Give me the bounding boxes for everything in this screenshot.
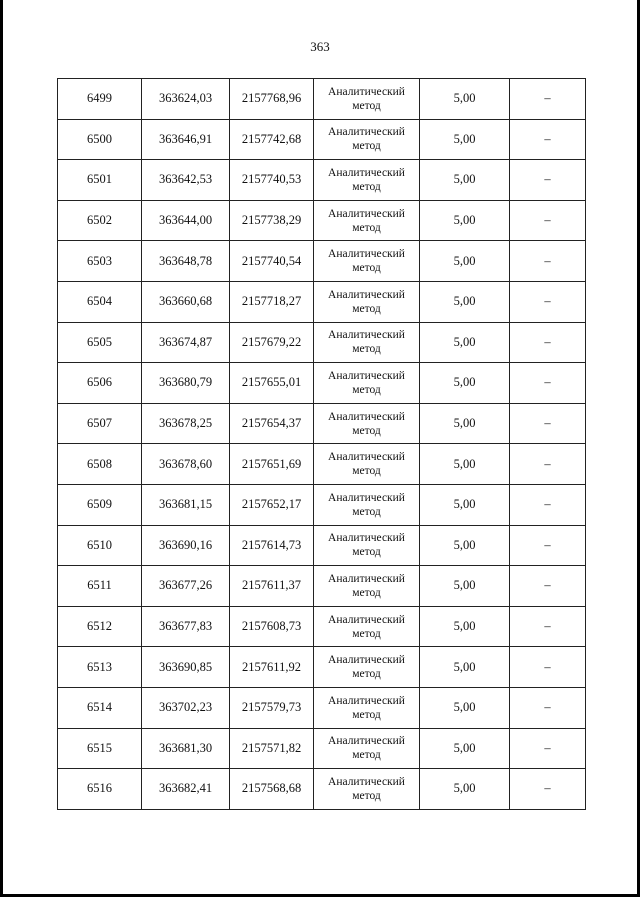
- y-coordinate-cell: 2157654,37: [230, 403, 314, 444]
- y-coordinate-cell: 2157655,01: [230, 363, 314, 404]
- note-cell: –: [510, 647, 586, 688]
- method-cell: [314, 79, 420, 120]
- x-coordinate-cell: 363690,85: [142, 647, 230, 688]
- method-text-line: Аналитический: [328, 329, 405, 342]
- method-cell: [314, 647, 420, 688]
- point-number-cell: 6503: [58, 241, 142, 282]
- point-number-cell: 6516: [58, 769, 142, 810]
- x-coordinate-cell: 363660,68: [142, 281, 230, 322]
- note-cell: –: [510, 525, 586, 566]
- note-cell: –: [510, 322, 586, 363]
- precision-cell: 5,00: [420, 606, 510, 647]
- x-coordinate-cell: 363681,30: [142, 728, 230, 769]
- method-text-line: метод: [352, 749, 381, 762]
- method-text-line: метод: [352, 627, 381, 640]
- precision-cell: 5,00: [420, 119, 510, 160]
- table-row: [58, 647, 586, 688]
- method-cell: [314, 728, 420, 769]
- method-text-line: метод: [352, 465, 381, 478]
- x-coordinate-cell: 363644,00: [142, 200, 230, 241]
- y-coordinate-cell: 2157652,17: [230, 484, 314, 525]
- point-number-cell: 6512: [58, 606, 142, 647]
- method-text-line: Аналитический: [328, 410, 405, 423]
- precision-cell: 5,00: [420, 484, 510, 525]
- method-text-line: Аналитический: [328, 654, 405, 667]
- x-coordinate-cell: 363677,26: [142, 566, 230, 607]
- y-coordinate-cell: 2157608,73: [230, 606, 314, 647]
- method-cell: [314, 444, 420, 485]
- method-text-line: метод: [352, 424, 381, 437]
- y-coordinate-cell: 2157571,82: [230, 728, 314, 769]
- method-cell: [314, 322, 420, 363]
- method-cell: [314, 566, 420, 607]
- y-coordinate-cell: 2157611,92: [230, 647, 314, 688]
- table-row: [58, 200, 586, 241]
- table-row: [58, 484, 586, 525]
- method-text-line: Аналитический: [328, 369, 405, 382]
- method-cell: [314, 363, 420, 404]
- point-number-cell: 6506: [58, 363, 142, 404]
- method-cell: [314, 160, 420, 201]
- note-cell: –: [510, 241, 586, 282]
- point-number-cell: 6513: [58, 647, 142, 688]
- method-text-line: Аналитический: [328, 775, 405, 788]
- note-cell: –: [510, 444, 586, 485]
- method-cell: [314, 606, 420, 647]
- y-coordinate-cell: 2157768,96: [230, 79, 314, 120]
- y-coordinate-cell: 2157740,54: [230, 241, 314, 282]
- table-row: [58, 687, 586, 728]
- method-cell: [314, 484, 420, 525]
- method-text-line: Аналитический: [328, 248, 405, 261]
- y-coordinate-cell: 2157679,22: [230, 322, 314, 363]
- y-coordinate-cell: 2157579,73: [230, 687, 314, 728]
- x-coordinate-cell: 363624,03: [142, 79, 230, 120]
- method-text-line: Аналитический: [328, 85, 405, 98]
- method-text-line: метод: [352, 99, 381, 112]
- precision-cell: 5,00: [420, 160, 510, 201]
- method-text-line: метод: [352, 546, 381, 559]
- y-coordinate-cell: 2157738,29: [230, 200, 314, 241]
- y-coordinate-cell: 2157742,68: [230, 119, 314, 160]
- point-number-cell: 6499: [58, 79, 142, 120]
- note-cell: –: [510, 200, 586, 241]
- method-cell: [314, 200, 420, 241]
- method-text-line: Аналитический: [328, 207, 405, 220]
- x-coordinate-cell: 363674,87: [142, 322, 230, 363]
- point-number-cell: 6509: [58, 484, 142, 525]
- method-cell: [314, 241, 420, 282]
- table-row: [58, 241, 586, 282]
- precision-cell: 5,00: [420, 687, 510, 728]
- table-row: [58, 566, 586, 607]
- method-text-line: Аналитический: [328, 613, 405, 626]
- table-row: [58, 322, 586, 363]
- point-number-cell: 6508: [58, 444, 142, 485]
- x-coordinate-cell: 363690,16: [142, 525, 230, 566]
- point-number-cell: 6501: [58, 160, 142, 201]
- method-text-line: метод: [352, 708, 381, 721]
- x-coordinate-cell: 363682,41: [142, 769, 230, 810]
- method-text-line: метод: [352, 586, 381, 599]
- y-coordinate-cell: 2157611,37: [230, 566, 314, 607]
- precision-cell: 5,00: [420, 281, 510, 322]
- precision-cell: 5,00: [420, 525, 510, 566]
- precision-cell: 5,00: [420, 79, 510, 120]
- note-cell: –: [510, 728, 586, 769]
- point-number-cell: 6500: [58, 119, 142, 160]
- method-text-line: Аналитический: [328, 491, 405, 504]
- point-number-cell: 6507: [58, 403, 142, 444]
- note-cell: –: [510, 281, 586, 322]
- method-text-line: метод: [352, 140, 381, 153]
- method-cell: [314, 403, 420, 444]
- method-text-line: Аналитический: [328, 126, 405, 139]
- table-row: [58, 769, 586, 810]
- method-text-line: метод: [352, 383, 381, 396]
- point-number-cell: 6505: [58, 322, 142, 363]
- table-row: [58, 444, 586, 485]
- note-cell: –: [510, 79, 586, 120]
- method-cell: [314, 525, 420, 566]
- note-cell: –: [510, 119, 586, 160]
- table-row: [58, 119, 586, 160]
- point-number-cell: 6515: [58, 728, 142, 769]
- page-number: 363: [310, 39, 330, 54]
- x-coordinate-cell: 363678,60: [142, 444, 230, 485]
- method-text-line: метод: [352, 302, 381, 315]
- note-cell: –: [510, 403, 586, 444]
- note-cell: –: [510, 687, 586, 728]
- method-text-line: Аналитический: [328, 288, 405, 301]
- method-text-line: Аналитический: [328, 694, 405, 707]
- table-row: [58, 525, 586, 566]
- table-row: [58, 728, 586, 769]
- method-text-line: метод: [352, 262, 381, 275]
- precision-cell: 5,00: [420, 403, 510, 444]
- method-text-line: метод: [352, 180, 381, 193]
- method-text-line: Аналитический: [328, 572, 405, 585]
- y-coordinate-cell: 2157718,27: [230, 281, 314, 322]
- method-text-line: метод: [352, 221, 381, 234]
- note-cell: –: [510, 566, 586, 607]
- method-text-line: метод: [352, 343, 381, 356]
- y-coordinate-cell: 2157651,69: [230, 444, 314, 485]
- table-row: [58, 403, 586, 444]
- x-coordinate-cell: 363678,25: [142, 403, 230, 444]
- precision-cell: 5,00: [420, 728, 510, 769]
- scan-border-left: [0, 0, 3, 897]
- method-text-line: Аналитический: [328, 735, 405, 748]
- point-number-cell: 6502: [58, 200, 142, 241]
- table-row: [58, 79, 586, 120]
- note-cell: –: [510, 606, 586, 647]
- method-cell: [314, 119, 420, 160]
- precision-cell: 5,00: [420, 322, 510, 363]
- x-coordinate-cell: 363646,91: [142, 119, 230, 160]
- method-cell: [314, 769, 420, 810]
- precision-cell: 5,00: [420, 769, 510, 810]
- point-number-cell: 6504: [58, 281, 142, 322]
- x-coordinate-cell: 363677,83: [142, 606, 230, 647]
- precision-cell: 5,00: [420, 444, 510, 485]
- precision-cell: 5,00: [420, 363, 510, 404]
- precision-cell: 5,00: [420, 566, 510, 607]
- precision-cell: 5,00: [420, 647, 510, 688]
- point-number-cell: 6514: [58, 687, 142, 728]
- note-cell: –: [510, 363, 586, 404]
- table-row: [58, 363, 586, 404]
- method-text-line: Аналитический: [328, 451, 405, 464]
- method-text-line: Аналитический: [328, 532, 405, 545]
- x-coordinate-cell: 363702,23: [142, 687, 230, 728]
- table-row: [58, 160, 586, 201]
- coordinates-table: [57, 78, 586, 810]
- table-row: [58, 281, 586, 322]
- y-coordinate-cell: 2157740,53: [230, 160, 314, 201]
- x-coordinate-cell: 363680,79: [142, 363, 230, 404]
- y-coordinate-cell: 2157568,68: [230, 769, 314, 810]
- point-number-cell: 6510: [58, 525, 142, 566]
- table-row: [58, 606, 586, 647]
- y-coordinate-cell: 2157614,73: [230, 525, 314, 566]
- x-coordinate-cell: 363642,53: [142, 160, 230, 201]
- precision-cell: 5,00: [420, 241, 510, 282]
- method-text-line: метод: [352, 505, 381, 518]
- point-number-cell: 6511: [58, 566, 142, 607]
- method-cell: [314, 281, 420, 322]
- method-text-line: метод: [352, 668, 381, 681]
- method-cell: [314, 687, 420, 728]
- x-coordinate-cell: 363681,15: [142, 484, 230, 525]
- x-coordinate-cell: 363648,78: [142, 241, 230, 282]
- method-text-line: метод: [352, 789, 381, 802]
- precision-cell: 5,00: [420, 200, 510, 241]
- note-cell: –: [510, 160, 586, 201]
- note-cell: –: [510, 484, 586, 525]
- method-text-line: Аналитический: [328, 166, 405, 179]
- note-cell: –: [510, 769, 586, 810]
